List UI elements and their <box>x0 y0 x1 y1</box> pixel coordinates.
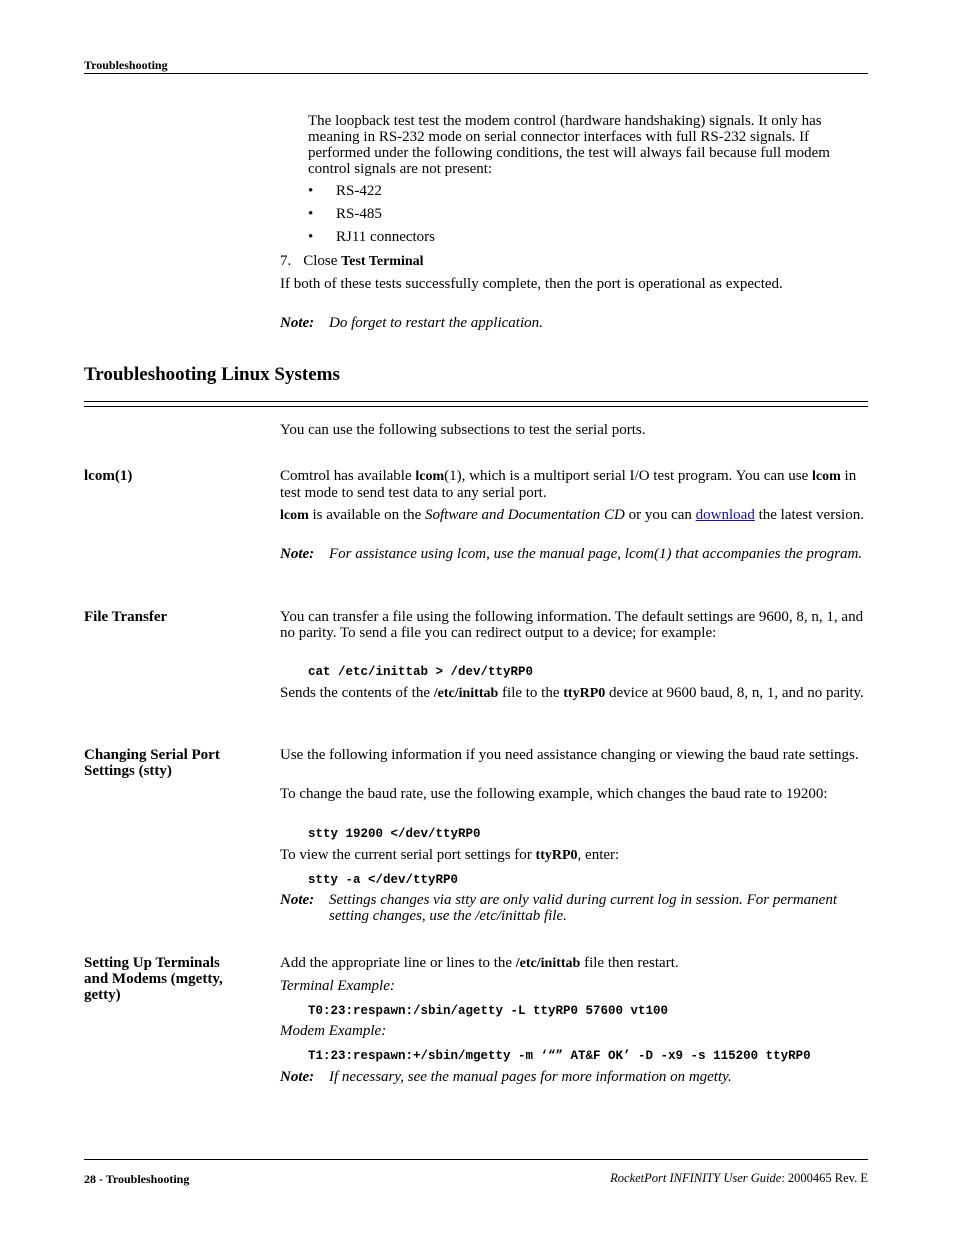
stty-paragraph-3: To view the current serial port settings for ttyRP0, enter: <box>280 847 620 863</box>
file-transfer-label: File Transfer <box>84 609 168 625</box>
bullet-icon: • <box>308 206 314 222</box>
footer-page-label: 28 - Troubleshooting <box>84 1172 190 1186</box>
stty-command-2: stty -a </dev/ttyRP0 <box>308 873 459 887</box>
modem-example-label: Modem Example: <box>280 1023 387 1039</box>
terminal-example-command: T0:23:respawn:/sbin/agetty -L ttyRP0 57600 vt100 <box>308 1004 669 1018</box>
modem-example-command: T1:23:respawn:+/sbin/mgetty -m ‘“” AT&F OK’ -D -x9 -s 115200 ttyRP0 <box>308 1049 811 1063</box>
bullet-icon: • <box>308 183 314 199</box>
getty-paragraph-1: Add the appropriate line or lines to the /etc/inittab file then restart. <box>280 955 679 971</box>
loopback-paragraph: The loopback test test the modem control (hardware handshaking) signals. It only has meaning in RS-232 mode on serial connector interfaces with full RS-232 signals. If performed under the following conditions, the test will always fail because full modem control signals are not present: <box>308 113 830 177</box>
file-transfer-paragraph-2: Sends the contents of the /etc/inittab file to the ttyRP0 device at 9600 baud, 8, n, 1, and no parity. <box>280 685 864 701</box>
getty-label: Setting Up Terminals and Modems (mgetty, getty) <box>84 955 223 1003</box>
heading-rule-top <box>84 401 868 402</box>
header-rule <box>84 73 868 74</box>
stty-command-1: stty 19200 </dev/ttyRP0 <box>308 827 481 841</box>
section-heading: Troubleshooting Linux Systems <box>84 364 340 385</box>
lcom-paragraph-2: lcom is available on the Software and Documentation CD or you can download the latest version. <box>280 507 864 523</box>
bullet-icon: • <box>308 229 314 245</box>
stty-paragraph-1: Use the following information if you need assistance changing or viewing the baud rate settings. <box>280 747 859 763</box>
file-transfer-command: cat /etc/inittab > /dev/ttyRP0 <box>308 665 534 679</box>
footer-rule <box>84 1159 868 1160</box>
terminal-example-label: Terminal Example: <box>280 978 395 994</box>
lcom-paragraph-1: Comtrol has available lcom(1), which is a multiport serial I/O test program. You can use lcom in test mode to send test data to any serial port. <box>280 468 857 501</box>
download-link[interactable]: download <box>695 507 755 523</box>
tests-complete-paragraph: If both of these tests successfully complete, then the port is operational as expected. <box>280 276 783 292</box>
step-7: 7. Close Test Terminal <box>280 253 424 269</box>
file-transfer-paragraph-1: You can transfer a file using the following information. The default settings are 9600, 8, n, 1, and no parity. To send a file you can redirect output to a device; for example: <box>280 609 864 641</box>
running-header: Troubleshooting <box>84 58 168 72</box>
lcom-label: lcom(1) <box>84 468 133 484</box>
stty-paragraph-2: To change the baud rate, use the following example, which changes the baud rate to 19200: <box>280 786 828 802</box>
stty-label: Changing Serial Port Settings (stty) <box>84 747 220 779</box>
linux-intro: You can use the following subsections to test the serial ports. <box>280 422 646 438</box>
heading-rule-bottom <box>84 406 868 407</box>
footer-doc-title: RocketPort INFINITY User Guide: 2000465 Rev. E <box>610 1171 868 1185</box>
